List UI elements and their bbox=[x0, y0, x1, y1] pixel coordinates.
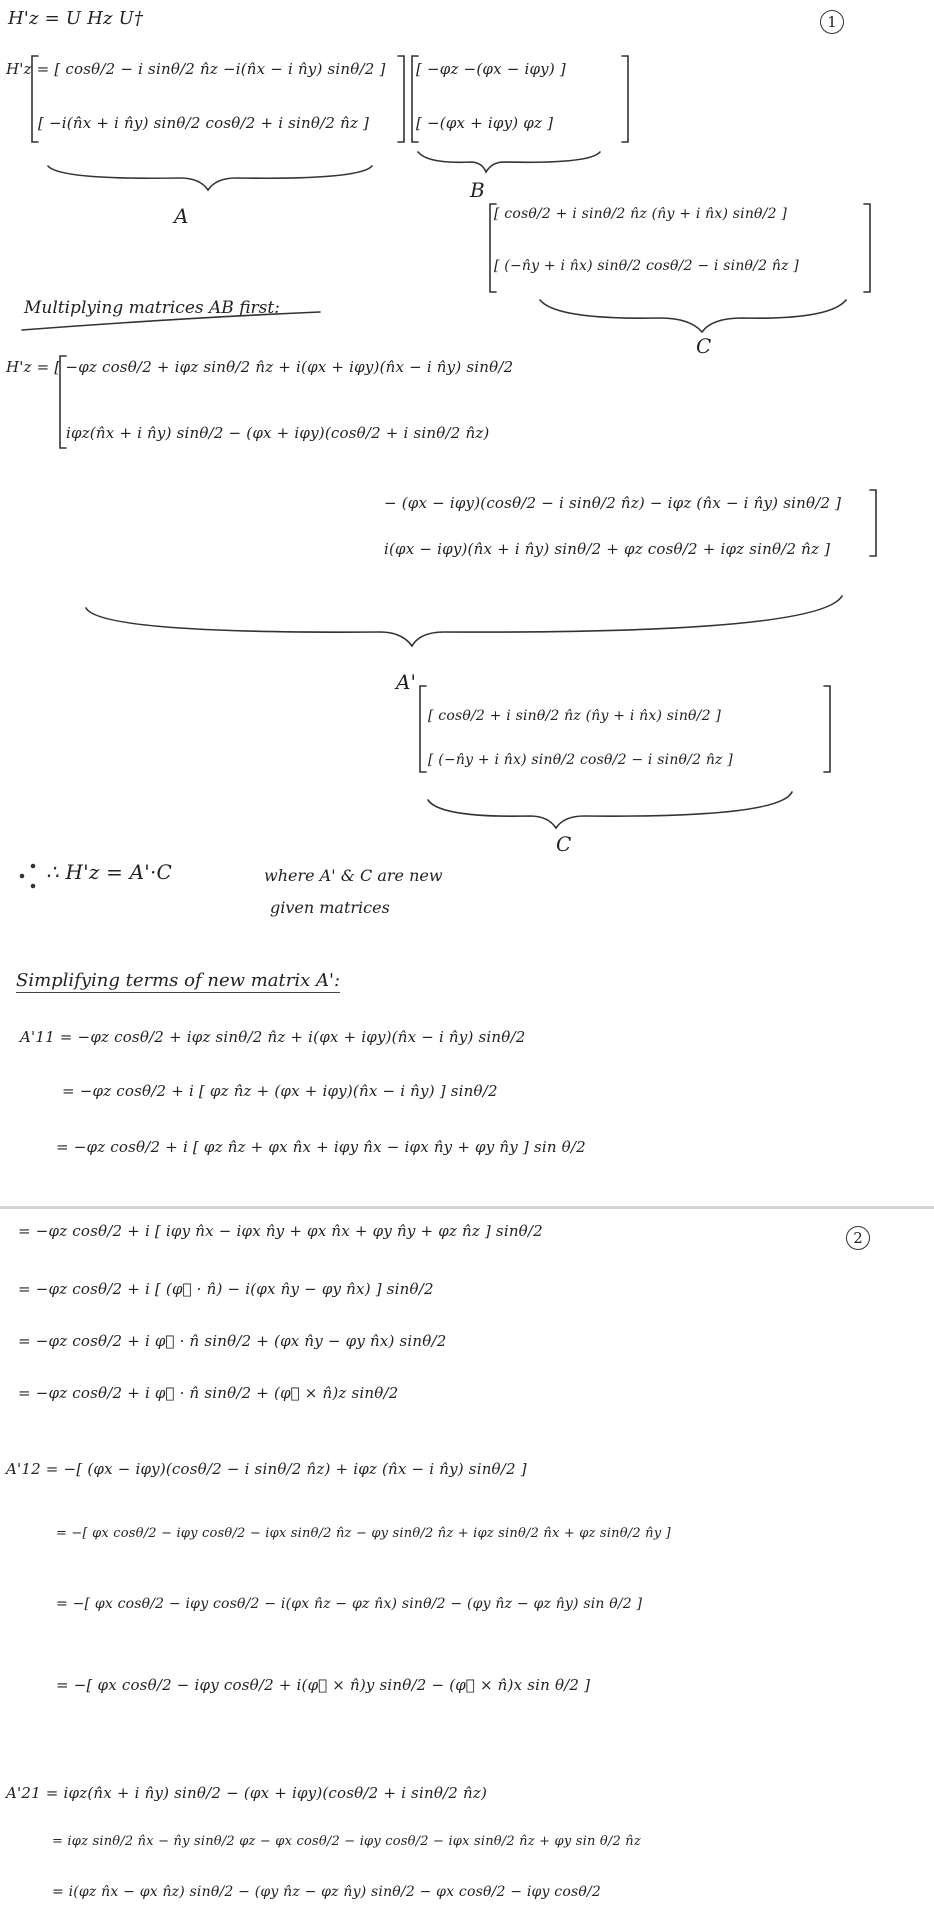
transform-equation: H'z = U Hz U† bbox=[8, 8, 144, 29]
hz-row-2-part-1: iφz(n̂x + i n̂y) sinθ/2 − (φx + iφy)(cosθ/2 + i sinθ/2 n̂z) bbox=[66, 424, 490, 442]
a11-line-1: A'11 = −φz cosθ/2 + iφz sinθ/2 n̂z + i(φx + iφy)(n̂x − i n̂y) sinθ/2 bbox=[20, 1028, 526, 1046]
a11-line-2: = −φz cosθ/2 + i [ φz n̂z + (φx + iφy)(n̂x − i n̂y) ] sinθ/2 bbox=[62, 1082, 498, 1100]
hz-row-1-part-1: H'z = [ −φz cosθ/2 + iφz sinθ/2 n̂z + i(φx + iφy)(n̂x − i n̂y) sinθ/2 bbox=[6, 358, 514, 376]
heading-multiplying: Multiplying matrices AB first: bbox=[24, 298, 280, 318]
a21-line-2: = iφz sinθ/2 n̂x − n̂y sinθ/2 φz − φx cosθ/2 − iφy cosθ/2 − iφx sinθ/2 n̂z + φy sin θ/2 n̂z bbox=[52, 1834, 641, 1849]
matrix-b-row-1: [ −φz −(φx − iφy) ] bbox=[416, 60, 566, 78]
label-a: A bbox=[174, 204, 189, 228]
matrix-c-copy-row-1: [ cosθ/2 + i sinθ/2 n̂z (n̂y + i n̂x) sinθ/2 ] bbox=[428, 708, 722, 724]
matrix-b-row-2: [ −(φx + iφy) φz ] bbox=[416, 114, 554, 132]
a12-line-1: A'12 = −[ (φx − iφy)(cosθ/2 − i sinθ/2 n̂z) + iφz (n̂x − i n̂y) sinθ/2 ] bbox=[6, 1460, 527, 1478]
a11-line-7: = −φz cosθ/2 + i φ⃗ · n̂ sinθ/2 + (φ⃗ × n̂)z sinθ/2 bbox=[18, 1384, 399, 1402]
matrix-c-copy-row-2: [ (−n̂y + i n̂x) sinθ/2 cosθ/2 − i sinθ/2 n̂z ] bbox=[428, 752, 733, 768]
label-c: C bbox=[696, 334, 712, 358]
where-note-line-1: where A' & C are new bbox=[264, 866, 443, 885]
page-number-badge-2: 2 bbox=[846, 1226, 870, 1250]
matrix-a-row-2: [ −i(n̂x + i n̂y) sinθ/2 cosθ/2 + i sinθ/2 n̂z ] bbox=[38, 114, 370, 132]
a11-line-6: = −φz cosθ/2 + i φ⃗ · n̂ sinθ/2 + (φx n̂y − φy n̂x) sinθ/2 bbox=[18, 1332, 447, 1350]
label-a-prime: A' bbox=[396, 670, 416, 694]
a21-line-1: A'21 = iφz(n̂x + i n̂y) sinθ/2 − (φx + iφy)(cosθ/2 + i sinθ/2 n̂z) bbox=[6, 1784, 488, 1802]
a11-line-5: = −φz cosθ/2 + i [ (φ⃗ · n̂) − i(φx n̂y − φy n̂x) ] sinθ/2 bbox=[18, 1280, 434, 1298]
matrix-c-row-2: [ (−n̂y + i n̂x) sinθ/2 cosθ/2 − i sinθ/2 n̂z ] bbox=[494, 258, 799, 274]
hz-row-2-part-2: i(φx − iφy)(n̂x + i n̂y) sinθ/2 + φz cosθ/2 + iφz sinθ/2 n̂z ] bbox=[384, 540, 831, 558]
a12-line-3: = −[ φx cosθ/2 − iφy cosθ/2 − i(φx n̂z − φz n̂x) sinθ/2 − (φy n̂z − φz n̂y) sin θ/2 ] bbox=[56, 1596, 643, 1612]
page-separator bbox=[0, 1206, 934, 1209]
matrix-a-row-1: H'z = [ cosθ/2 − i sinθ/2 n̂z −i(n̂x − i n̂y) sinθ/2 ] bbox=[6, 60, 386, 78]
label-b: B bbox=[470, 178, 485, 202]
where-note-line-2: given matrices bbox=[270, 898, 390, 917]
a21-line-3: = i(φz n̂x − φx n̂z) sinθ/2 − (φy n̂z − φz n̂y) sinθ/2 − φx cosθ/2 − iφy cosθ/2 bbox=[52, 1884, 602, 1900]
a11-line-4: = −φz cosθ/2 + i [ iφy n̂x − iφx n̂y + φx n̂x + φy n̂y + φz n̂z ] sinθ/2 bbox=[18, 1222, 543, 1240]
heading-simplifying: Simplifying terms of new matrix A': bbox=[16, 970, 341, 991]
a12-line-4: = −[ φx cosθ/2 − iφy cosθ/2 + i(φ⃗ × n̂)y sinθ/2 − (φ⃗ × n̂)x sin θ/2 ] bbox=[56, 1676, 591, 1694]
matrix-c-row-1: [ cosθ/2 + i sinθ/2 n̂z (n̂y + i n̂x) sinθ/2 ] bbox=[494, 206, 788, 222]
therefore-statement: ∴ H'z = A'·C bbox=[46, 860, 173, 884]
hz-row-1-part-2: − (φx − iφy)(cosθ/2 − i sinθ/2 n̂z) − iφz (n̂x − i n̂y) sinθ/2 ] bbox=[384, 494, 842, 512]
a11-line-3: = −φz cosθ/2 + i [ φz n̂z + φx n̂x + iφy n̂x − iφx n̂y + φy n̂y ] sin θ/2 bbox=[56, 1138, 586, 1156]
page-number-badge: 1 bbox=[820, 10, 844, 34]
a12-line-2: = −[ φx cosθ/2 − iφy cosθ/2 − iφx sinθ/2 n̂z − φy sinθ/2 n̂z + iφz sinθ/2 n̂x + φz sinθ/2 n̂y ] bbox=[56, 1526, 671, 1541]
label-c-copy: C bbox=[556, 832, 572, 856]
